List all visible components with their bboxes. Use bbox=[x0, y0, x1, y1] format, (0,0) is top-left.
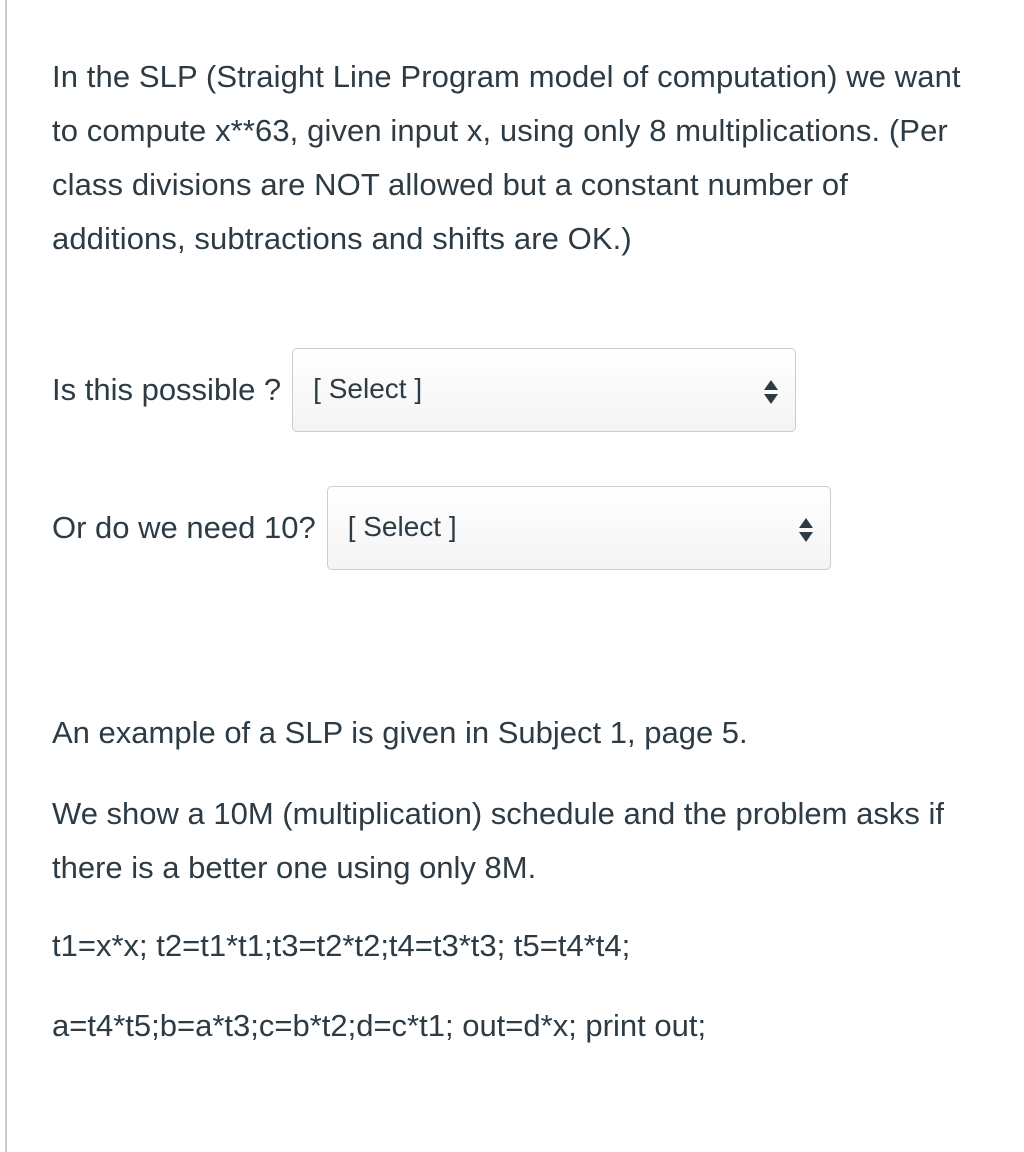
possible-select-value: [ Select ] bbox=[313, 373, 423, 404]
possible-answer-select[interactable] bbox=[292, 348, 796, 432]
example-reference-text: An example of a SLP is given in Subject 1, page 5. bbox=[52, 715, 748, 750]
need-ten-select-value: [ Select ] bbox=[347, 511, 457, 542]
need-ten-answer-select[interactable] bbox=[327, 486, 831, 570]
question-intro-text: In the SLP (Straight Line Program model of computation) we want to compute x**63, given input x, using only 8 multiplications. (Per class divisions are NOT allowed but a constant number of additions, subtractions and shifts are OK.) bbox=[52, 59, 961, 256]
possible-question-label: Is this possible ? bbox=[52, 372, 282, 407]
question-content bbox=[52, 50, 982, 1043]
need-ten-question-row bbox=[52, 486, 831, 570]
code-line-1: t1=x*x; t2=t1*t1;t3=t2*t2;t4=t3*t3; t5=t4*t4; bbox=[52, 928, 631, 963]
possible-question-row bbox=[52, 348, 796, 432]
code-line-2: a=t4*t5;b=a*t3;c=b*t2;d=c*t1; out=d*x; print out; bbox=[52, 1008, 707, 1043]
schedule-description-text: We show a 10M (multiplication) schedule and the problem asks if there is a better one using only 8M. bbox=[52, 796, 944, 885]
left-border-rule bbox=[5, 0, 7, 1152]
up-down-arrows-icon bbox=[763, 377, 779, 407]
need-ten-question-label: Or do we need 10? bbox=[52, 510, 316, 545]
up-down-arrows-icon bbox=[798, 515, 814, 545]
